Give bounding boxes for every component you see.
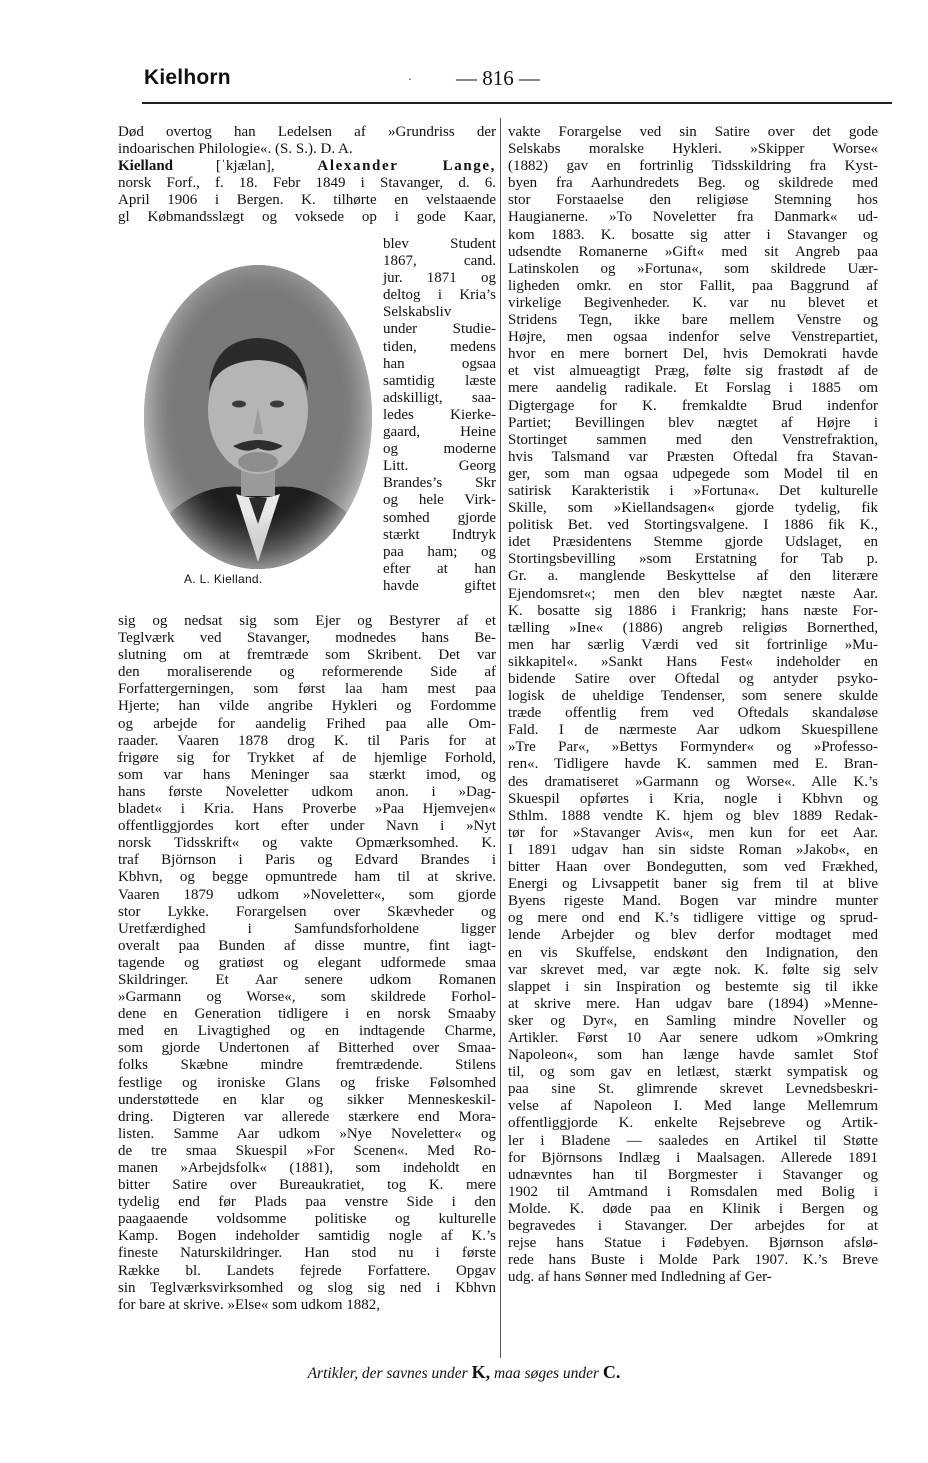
text-line: listen. Samme Aar udkom »Nye Noveletter« og [118, 1125, 496, 1142]
text-line: Vaaren 1879 udkom »Noveletter«, som gjorde [118, 886, 496, 903]
footer-middle: maa søges under [493, 1365, 600, 1382]
text-line: frigøre sig for Trykket af de hjemlige Forhold, [118, 749, 496, 766]
footer-letter-c: C. [602, 1362, 621, 1382]
text-line: Kamp. Bogen indeholder samtidig nogle af K.’s [118, 1228, 496, 1245]
text-line: Kbhvn, og begge opmuntrede ham til at skrive. [118, 869, 496, 886]
text-line: byen fra Aarhundredets Beg. og skildrede med [508, 175, 878, 192]
text-line: Række bl. Landets fejrede Forfattere. Opgav [118, 1262, 496, 1279]
text-line: Digtergage for K. fremkaldte Brud indenfor [508, 397, 878, 414]
text-line: efter at han [383, 560, 496, 577]
right-column [508, 124, 878, 1286]
text-line: og hele Virk- [383, 492, 496, 509]
text-line: Partiet; Bevillingen blev nægtet af Højre i [508, 414, 878, 431]
text-line: »Tre Par«, »Bettys Formynder« og »Professo- [508, 739, 878, 756]
text-line: gl Købmandsslægt og voksede op i gode Kaar, [118, 209, 496, 226]
text-line: Molde. K. døde paa en Klinik i Bergen og [508, 1200, 878, 1217]
text-line: Litt. Georg [383, 458, 496, 475]
text-line: Højre, men ogsaa indenfor selve Venstrepartiet, [508, 329, 878, 346]
text-line [118, 141, 496, 158]
text-line: offentliggjorde K. enkelte Rejsebreve og Artik- [508, 1115, 878, 1132]
text-line: (1882) gav en fortrinlig Tidsskildring fra Kyst- [508, 158, 878, 175]
page-header [144, 66, 888, 102]
text-line: Hjerte; han vilde angribe Hykleri og Fordomme [118, 698, 496, 715]
text-line: rede hans Buste i Molde Park 1907. K.’s Breve [508, 1252, 878, 1269]
text-line: Skildringer. Et Aar senere udkom Romanen [118, 971, 496, 988]
text-line: paagaaende voldsomme politiske og kulturelle [118, 1211, 496, 1228]
text-line: rejse hans Statue i Fødebyen. Bjørnson afslø- [508, 1235, 878, 1252]
text-line: bladet« i Kria. Hans Proverbe »Paa Hjemvejen« [118, 801, 496, 818]
text-line: Ejendomsret«; men den blev nægtet næste Aar. [508, 585, 878, 602]
text-line: deltog i Kria’s [383, 287, 496, 304]
text-line: bitter Satire over Bureaukratiet, tog K. mere [118, 1177, 496, 1194]
text-line: raader. Vaaren 1878 drog K. til Paris for at [118, 732, 496, 749]
text-line: samtidig læste [383, 372, 496, 389]
text-line: udsendte Romanerne »Gift« med sit Angreb paa [508, 243, 878, 260]
text-line: var skrevet med, var ægte nok. K. følte sig selv [508, 961, 878, 978]
text-line: til, og som gav en letlæst, stærkt sympatisk og [508, 1064, 878, 1081]
text-line: virkelige Begivenheder. K. var nu blevet et [508, 294, 878, 311]
text-line: han ogsaa [383, 355, 496, 372]
text-line: des dramatiseret »Garmann og Worse«. Alle K.’s [508, 773, 878, 790]
text-line: adskilligt, saa- [383, 389, 496, 406]
text-line: somhed gjorde [383, 509, 496, 526]
text-line: en vis Skuffelse, endskønt den Indignation, den [508, 944, 878, 961]
text-line: idet Præsidentens Stemme gjorde Udslaget, en [508, 534, 878, 551]
text-line: Skille, som »Kiellandsagen« gjorde tydelig, fik [508, 500, 878, 517]
text-line: med en Livagtighed og en indtagende Charme, [118, 1023, 496, 1040]
text-line: sker og Dyr«, en Samling mindre Noveller og [508, 1012, 878, 1029]
text-line: udnævntes han til Borgmester i Stavanger og [508, 1166, 878, 1183]
text-line: Sthlm. 1888 vendte K. hjem og blev 1889 Redak- [508, 807, 878, 824]
text-line: for Björnsons Indlæg i Maalsagen. Allerede 1891 [508, 1149, 878, 1166]
text-line: den moraliserende og reformerende Side af [118, 664, 496, 681]
entry-lemma: Kielland [118, 158, 174, 175]
text-line: slutning om at fremtræde som Skribent. Det var [118, 647, 496, 664]
entry-pronunciation: [ˈkjælan], [173, 158, 318, 175]
text-line: ler i Bladene — saaledes en Artikel til Støtte [508, 1132, 878, 1149]
text-line: lende Arbejder og blev derfor modtaget med [508, 927, 878, 944]
column-divider [500, 118, 501, 1358]
left-column-top [118, 124, 496, 227]
text-line: slappet i sin Inspiration og bestemte sig til ikke [508, 978, 878, 995]
text-line: tælling »Ine« (1886) angreb religiøs Bornerthed, [508, 619, 878, 636]
text-line: under Studie- [383, 321, 496, 338]
text-line: stor Lykke. Forargelsen over Skævheder og [118, 903, 496, 920]
entry-full-name: Alexander Lange, [317, 158, 496, 175]
page-footer-note [0, 1362, 928, 1383]
text-line: April 1906 i Bergen. K. tilhørte en velstaaende [118, 192, 496, 209]
text-line: 1867, cand. [383, 253, 496, 270]
text-line: Gr. a. manglende Beskyttelse af den literære [508, 568, 878, 585]
text-line: Selskabsliv [383, 304, 452, 321]
text-line: tiden, medens [383, 338, 496, 355]
footer-prefix: Artikler, der savnes under [307, 1365, 468, 1382]
text-line: de tre smaa Skuespil »For Scenen«. Med Ro- [118, 1142, 496, 1159]
portrait-caption: A. L. Kielland. [184, 572, 263, 586]
text-line: tagende og gratiøst og elegant udformede smaa [118, 954, 496, 971]
text-line: norsk Tidsskrift« og vakte Opmærksomhed. K. [118, 835, 496, 852]
text-line: logisk de uheldige Tendenser, som senere skulde [508, 688, 878, 705]
text-line: og mere ond end K.’s tidligere vittige og sprud- [508, 910, 878, 927]
text-line: Selskabs moralske Hykleri. »Skipper Worse« [508, 141, 878, 158]
text-line: hvis Talsmand var Præsten Oftedal fra Stavan- [508, 448, 878, 465]
text-line: 1902 til Amtmand i Romsdalen med Bolig i [508, 1183, 878, 1200]
text-line: K. bosatte sig 1886 i Frankrig; hans næste For- [508, 602, 878, 619]
text-line: sin Teglværksvirksomhed og slog sig ned i Kbhvn [118, 1279, 496, 1296]
text-line: paa ham; og [383, 543, 496, 560]
text-line: tør for »Stavanger Avis«, men kun for eet Aar. [508, 824, 878, 841]
text-line: og arbejde for aandelig Frihed paa alle Om- [118, 715, 496, 732]
text-line: udg. af hans Sønner med Indledning af Ger- [508, 1269, 772, 1286]
text-line: norsk Forf., f. 18. Febr 1849 i Stavanger, d. 6. [118, 175, 496, 192]
text-line: blev Student [383, 236, 496, 252]
text-line: sikkapitel«. »Sankt Hans Fest« indeholder en [508, 653, 878, 670]
text-line: ger, som man ogsaa udpegede som Model til en [508, 465, 878, 482]
text-line: paa sine St. glimrende skrevet Levnedsbeskri- [508, 1081, 878, 1098]
text-line: folks Skæbne mindre fremtrædende. Stilens [118, 1057, 496, 1074]
text-line: Stortingsbevilling »som Erstatning for Tab p. [508, 551, 878, 568]
text-line: hans første Noveletter udkom anon. i »Dag- [118, 783, 496, 800]
text-line: gaard, Heine [383, 424, 496, 441]
text-line: Latinskolen og »Fortuna«, som skildrede Uær- [508, 260, 878, 277]
entry-headline [118, 158, 496, 175]
text-line: Fald. I de nærmeste Aar udkom Skuespillene [508, 722, 878, 739]
text-line: overalt paa Bunden af disse muntre, fint iagt- [118, 937, 496, 954]
text-line: stor Forstaaelse den religiøse Stemning hos [508, 192, 878, 209]
text-line: Brandes’s Skr [383, 475, 496, 492]
text-line: Energi og Livsappetit baner sig frem til at blive [508, 876, 878, 893]
text-line: Forfattergerningen, som først laa ham mest paa [118, 681, 496, 698]
text-line: I 1891 udgav han sin sidste Roman »Jakob«, en [508, 841, 878, 858]
text-line: Stridens Tegn, ikke bare mellem Venstre og [508, 312, 878, 329]
text-line: for bare at skrive. »Else« som udkom 1882, [118, 1296, 381, 1313]
entry-end-signature: indoarischen Philologie«. (S. S.). D. A. [118, 141, 353, 158]
text-line: manen »Arbejdsfolk« (1881), som indeholdt en [118, 1160, 496, 1176]
text-line: begravedes i Stavanger. Der arbejdes for at [508, 1218, 878, 1234]
text-line: ren«. Tidligere havde K. sammen med E. Bran- [508, 756, 878, 773]
text-line: ledes Kierke- [383, 406, 496, 423]
text-line: bitter Haan over Bondegutten, som ved Frækhed, [508, 859, 878, 876]
text-line: et vist almueagtigt Præg, følte sig frastødt af de [508, 363, 878, 380]
text-line: Stortinget sammen med den Venstrefraktion, [508, 431, 878, 448]
text-line: Haugianerne. »To Noveletter fra Danmark« ud- [508, 209, 878, 226]
text-line: jur. 1871 og [383, 270, 496, 287]
page-number: — 816 — [456, 66, 540, 90]
text-line: hvor en mere bornert Del, hvis Demokrati havde [508, 346, 878, 363]
header-dot: · [408, 72, 412, 86]
text-line: Artikler. Først 10 Aar senere udkom »Omkring [508, 1029, 878, 1046]
text-line: mere aandelig radikale. Et Forslag i 1885 om [508, 380, 878, 397]
text-line: men har særlig Værdi ved sit fortrinlige »Mu- [508, 636, 878, 653]
text-line: festlige og ironiske Glans og friske Følsomhed [118, 1074, 496, 1091]
running-headword: Kielhorn [144, 66, 231, 89]
text-line: Byens rigeste Mand. Bogen var mindre munter [508, 893, 878, 910]
text-line: bidende Satire over Oftedal og antyder psyko- [508, 671, 878, 687]
text-line: »Garmann og Worse«, som skildrede Forhol- [118, 989, 496, 1006]
text-line: understøttede en klar og sikker Menneskeskil- [118, 1091, 496, 1108]
text-line: stærkt Indtryk [383, 526, 496, 543]
text-line: fineste Naturskildringer. Han stod nu i første [118, 1245, 496, 1262]
text-line: traf Björnson i Paris og Edvard Brandes i [118, 852, 496, 869]
text-line: som gjorde Undertonen af Bitterhed over Smaa- [118, 1040, 496, 1057]
text-line: Død overtog han Ledelsen af »Grundriss der [118, 124, 496, 140]
text-line: havde giftet [383, 577, 496, 594]
text-line: Teglværk ved Stavanger, modnedes hans Be- [118, 630, 496, 647]
text-line: dene en Generation tidligere i en norsk Smaaby [118, 1006, 496, 1023]
text-line: træde offentlig frem ved Oftedals skandaløse [508, 705, 878, 722]
text-line: Uretfærdighed i Samfundsforholdene ligger [118, 920, 496, 937]
text-line: sig og nedsat sig som Ejer og Bestyrer af et [118, 613, 496, 629]
text-line: satirisk Karakteristik i »Fortuna«. Det kulturelle [508, 482, 878, 499]
text-line: politisk Bet. ved Stortingsvalgene. I 1886 fik K., [508, 517, 878, 534]
text-line: Skuespil opførtes i Kria, nogle i Kbhvn og [508, 790, 878, 807]
text-line: at skrive mere. Han udgav bare (1894) »Menne- [508, 995, 878, 1012]
text-line: kom 1883. K. bosatte sig atter i Stavanger og [508, 226, 878, 243]
left-column-narrow [383, 236, 496, 595]
text-line: vakte Forargelse ved sin Satire over det gode [508, 124, 878, 140]
left-column-bottom [118, 613, 496, 1314]
header-rule [142, 102, 892, 104]
text-line: dring. Digteren var allerede stærkere end Mora- [118, 1108, 496, 1125]
text-line: offentliggjordes kort efter under Navn i »Nyt [118, 818, 496, 835]
footer-letter-k: K, [471, 1362, 491, 1382]
text-line: velse af Napoleon I. Med lange Mellemrum [508, 1098, 878, 1115]
text-line: og moderne [383, 441, 496, 458]
text-line: tydelig end før Plads paa venstre Side i den [118, 1194, 496, 1211]
text-line: ligheden omkr. en stor Fallit, paa Baggrund af [508, 277, 878, 294]
portrait-photo [141, 262, 376, 587]
text-line: som var hans Meninger saa stærkt imod, og [118, 766, 496, 783]
text-line: Napoleon«, som han længe havde samlet Stof [508, 1047, 878, 1064]
